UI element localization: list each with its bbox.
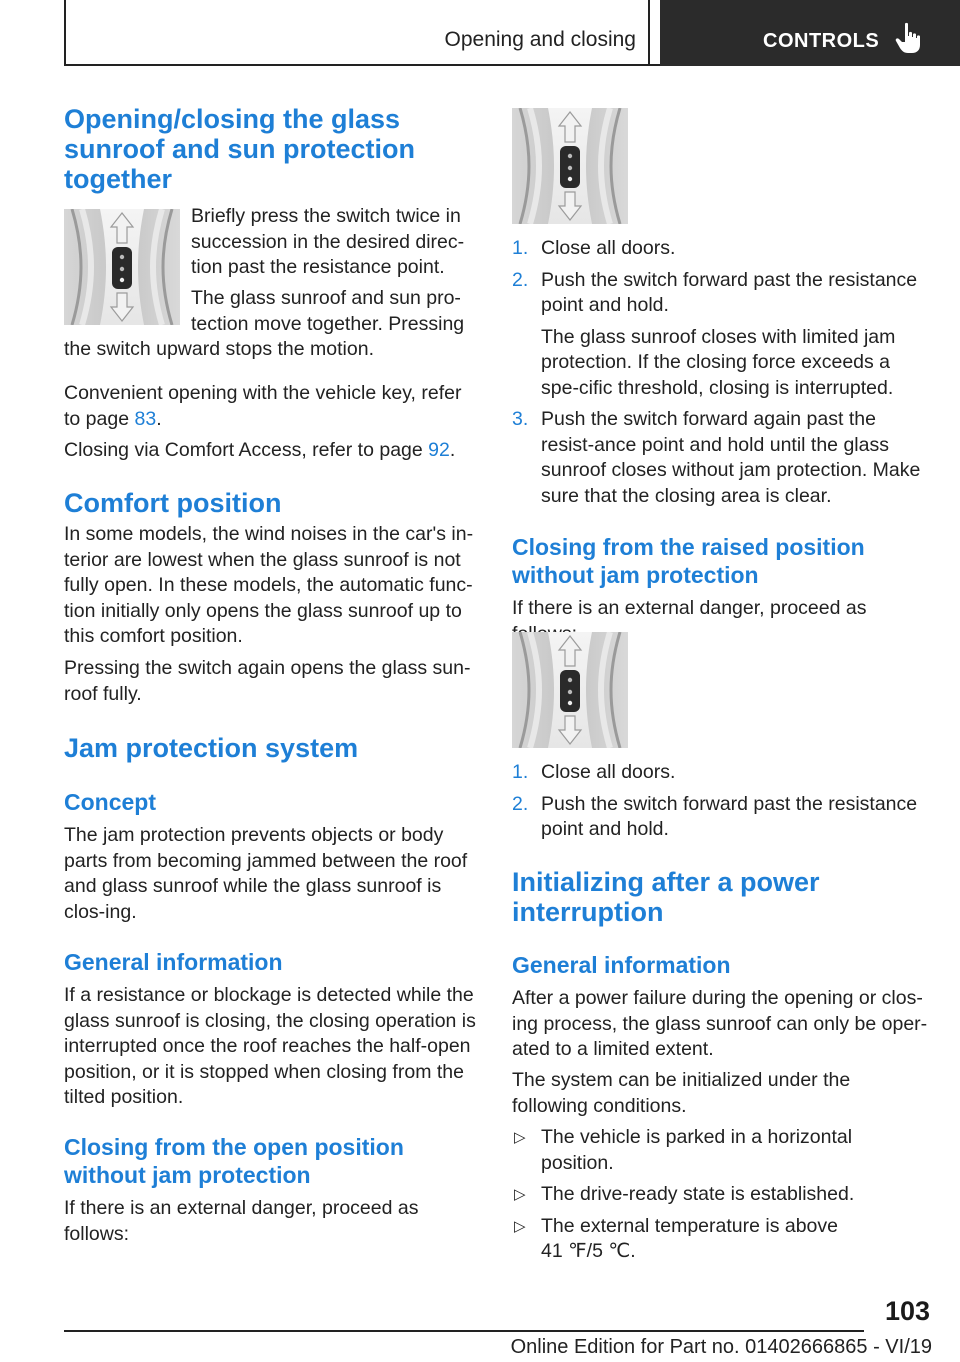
press-again-paragraph: Pressing the switch again opens the glass sun-roof fully. [64,657,471,705]
briefly-press-line-3: tion past the resistance point. [191,256,445,278]
heading-comfort-position: Comfort position [64,488,282,518]
heading-closing-raised-position: Closing from the raised position without jam protection [512,534,865,588]
condition-text: The drive-ready state is established. [541,1183,855,1205]
external-danger-paragraph-right: If there is an external danger, proceed as [512,597,867,619]
briefly-press-line-2: succession in the desired direc- [191,230,465,253]
list-number: 3. [512,408,529,430]
condition-text: The vehicle is parked in a horizontal position. [541,1126,853,1174]
general-information-paragraph: If a resistance or blockage is detected while the glass sunroof is closing, the closing operation is interrupted once the roof reaches the half-open position, or it is stopped when closing from the tilted position. [64,984,476,1108]
list-item [512,325,930,402]
pointing-hand-icon [894,22,924,56]
heading-general-information-right: General information [512,952,731,978]
list-text: Push the switch forward past the resistance point and hold. [541,792,918,840]
vehicle-key-paragraph: Convenient opening with the vehicle key, refer to page 83. [64,382,462,430]
heading-general-information-left: General information [64,949,283,975]
heading-open-close-together: Opening/closing the glass sunroof and sun protection together [64,104,415,194]
list-item [512,760,930,786]
triangle-bullet-icon: ▷ [514,1129,526,1146]
list-number: 1. [512,761,529,783]
chapter-tab [660,0,960,66]
header-section-title: Opening and closing [444,28,636,51]
heading-concept: Concept [64,789,156,815]
page-link-92[interactable]: 92 [428,439,450,461]
edition-note: Online Edition for Part no. 01402666865 - VI/19 [510,1336,932,1358]
move-together-line-3: the switch upward stops the motion. [64,338,374,360]
list-item [512,236,930,262]
move-together-line-2: tection move together. Pressing [191,312,465,335]
list-number: 2. [512,792,529,815]
move-together-line-1: The glass sunroof and sun pro- [191,287,461,309]
heading-closing-open-position: Closing from the open position without jam protection [64,1134,404,1188]
header-rule-bottom [64,64,660,66]
list-text: Close all doors. [541,237,676,259]
comfort-access-text: Closing via Comfort Access, refer to page [64,439,429,461]
triangle-bullet-icon: ▷ [514,1217,526,1235]
vehicle-key-text: Convenient opening with the vehicle key, refer to page [64,382,462,430]
list-number: 1. [512,237,529,259]
page-number: 103 [884,1296,930,1326]
triangle-bullet-icon: ▷ [514,1186,526,1203]
concept-paragraph: The jam protection prevents objects or body parts from becoming jammed between the roof and glass sunroof while the glass sunroof is clos-ing. [64,824,468,923]
sunroof-switch-image [64,209,180,325]
condition-text: The external temperature is above 41 ℉/5 ℃. [541,1214,838,1262]
comfort-position-paragraph: In some models, the wind noises in the car's in-terior are lowest when the glass sunroof is not fully open. In these models, the automatic func-tion initially only opens the glass sunroof up to this comfort position. [64,523,474,647]
comfort-access-paragraph: Closing via Comfort Access, refer to page 92. [64,439,456,461]
list-text: Close all doors. [541,761,676,783]
list-text: The glass sunroof closes with limited jam protection. If the closing force exceeds a spe-cific threshold, closing is interrupted. [541,325,896,399]
external-danger-paragraph-left: If there is an external danger, proceed as follows: [64,1197,419,1245]
chapter-title: CONTROLS [763,30,880,52]
condition-item [512,1125,930,1176]
heading-initializing: Initializing after a power interruption [512,867,820,927]
condition-item [512,1214,851,1265]
list-item [512,792,930,843]
list-item [512,407,930,509]
sunroof-switch-image [512,632,628,748]
heading-jam-protection: Jam protection system [64,733,359,763]
page-link-83[interactable]: 83 [134,407,157,430]
list-item [512,268,930,319]
list-text: Push the switch forward again past the resist-ance point and hold until the glass sunroof closes without jam protection. Make sure that the closing area is clear. [541,408,921,507]
list-text: Push the switch forward past the resistance point and hold. [541,268,918,316]
footer-rule [64,1330,864,1332]
power-failure-paragraph: After a power failure during the opening or clos-ing process, the glass sunroof can only be oper-ated to a limited extent. [512,987,928,1060]
briefly-press-line-1: Briefly press the switch twice in [191,205,461,227]
condition-item [512,1182,930,1208]
initialize-conditions-paragraph: The system can be initialized under the following conditions. [512,1069,851,1117]
header-rule-divider [648,0,650,66]
sunroof-switch-image [512,108,628,224]
list-number: 2. [512,268,529,291]
